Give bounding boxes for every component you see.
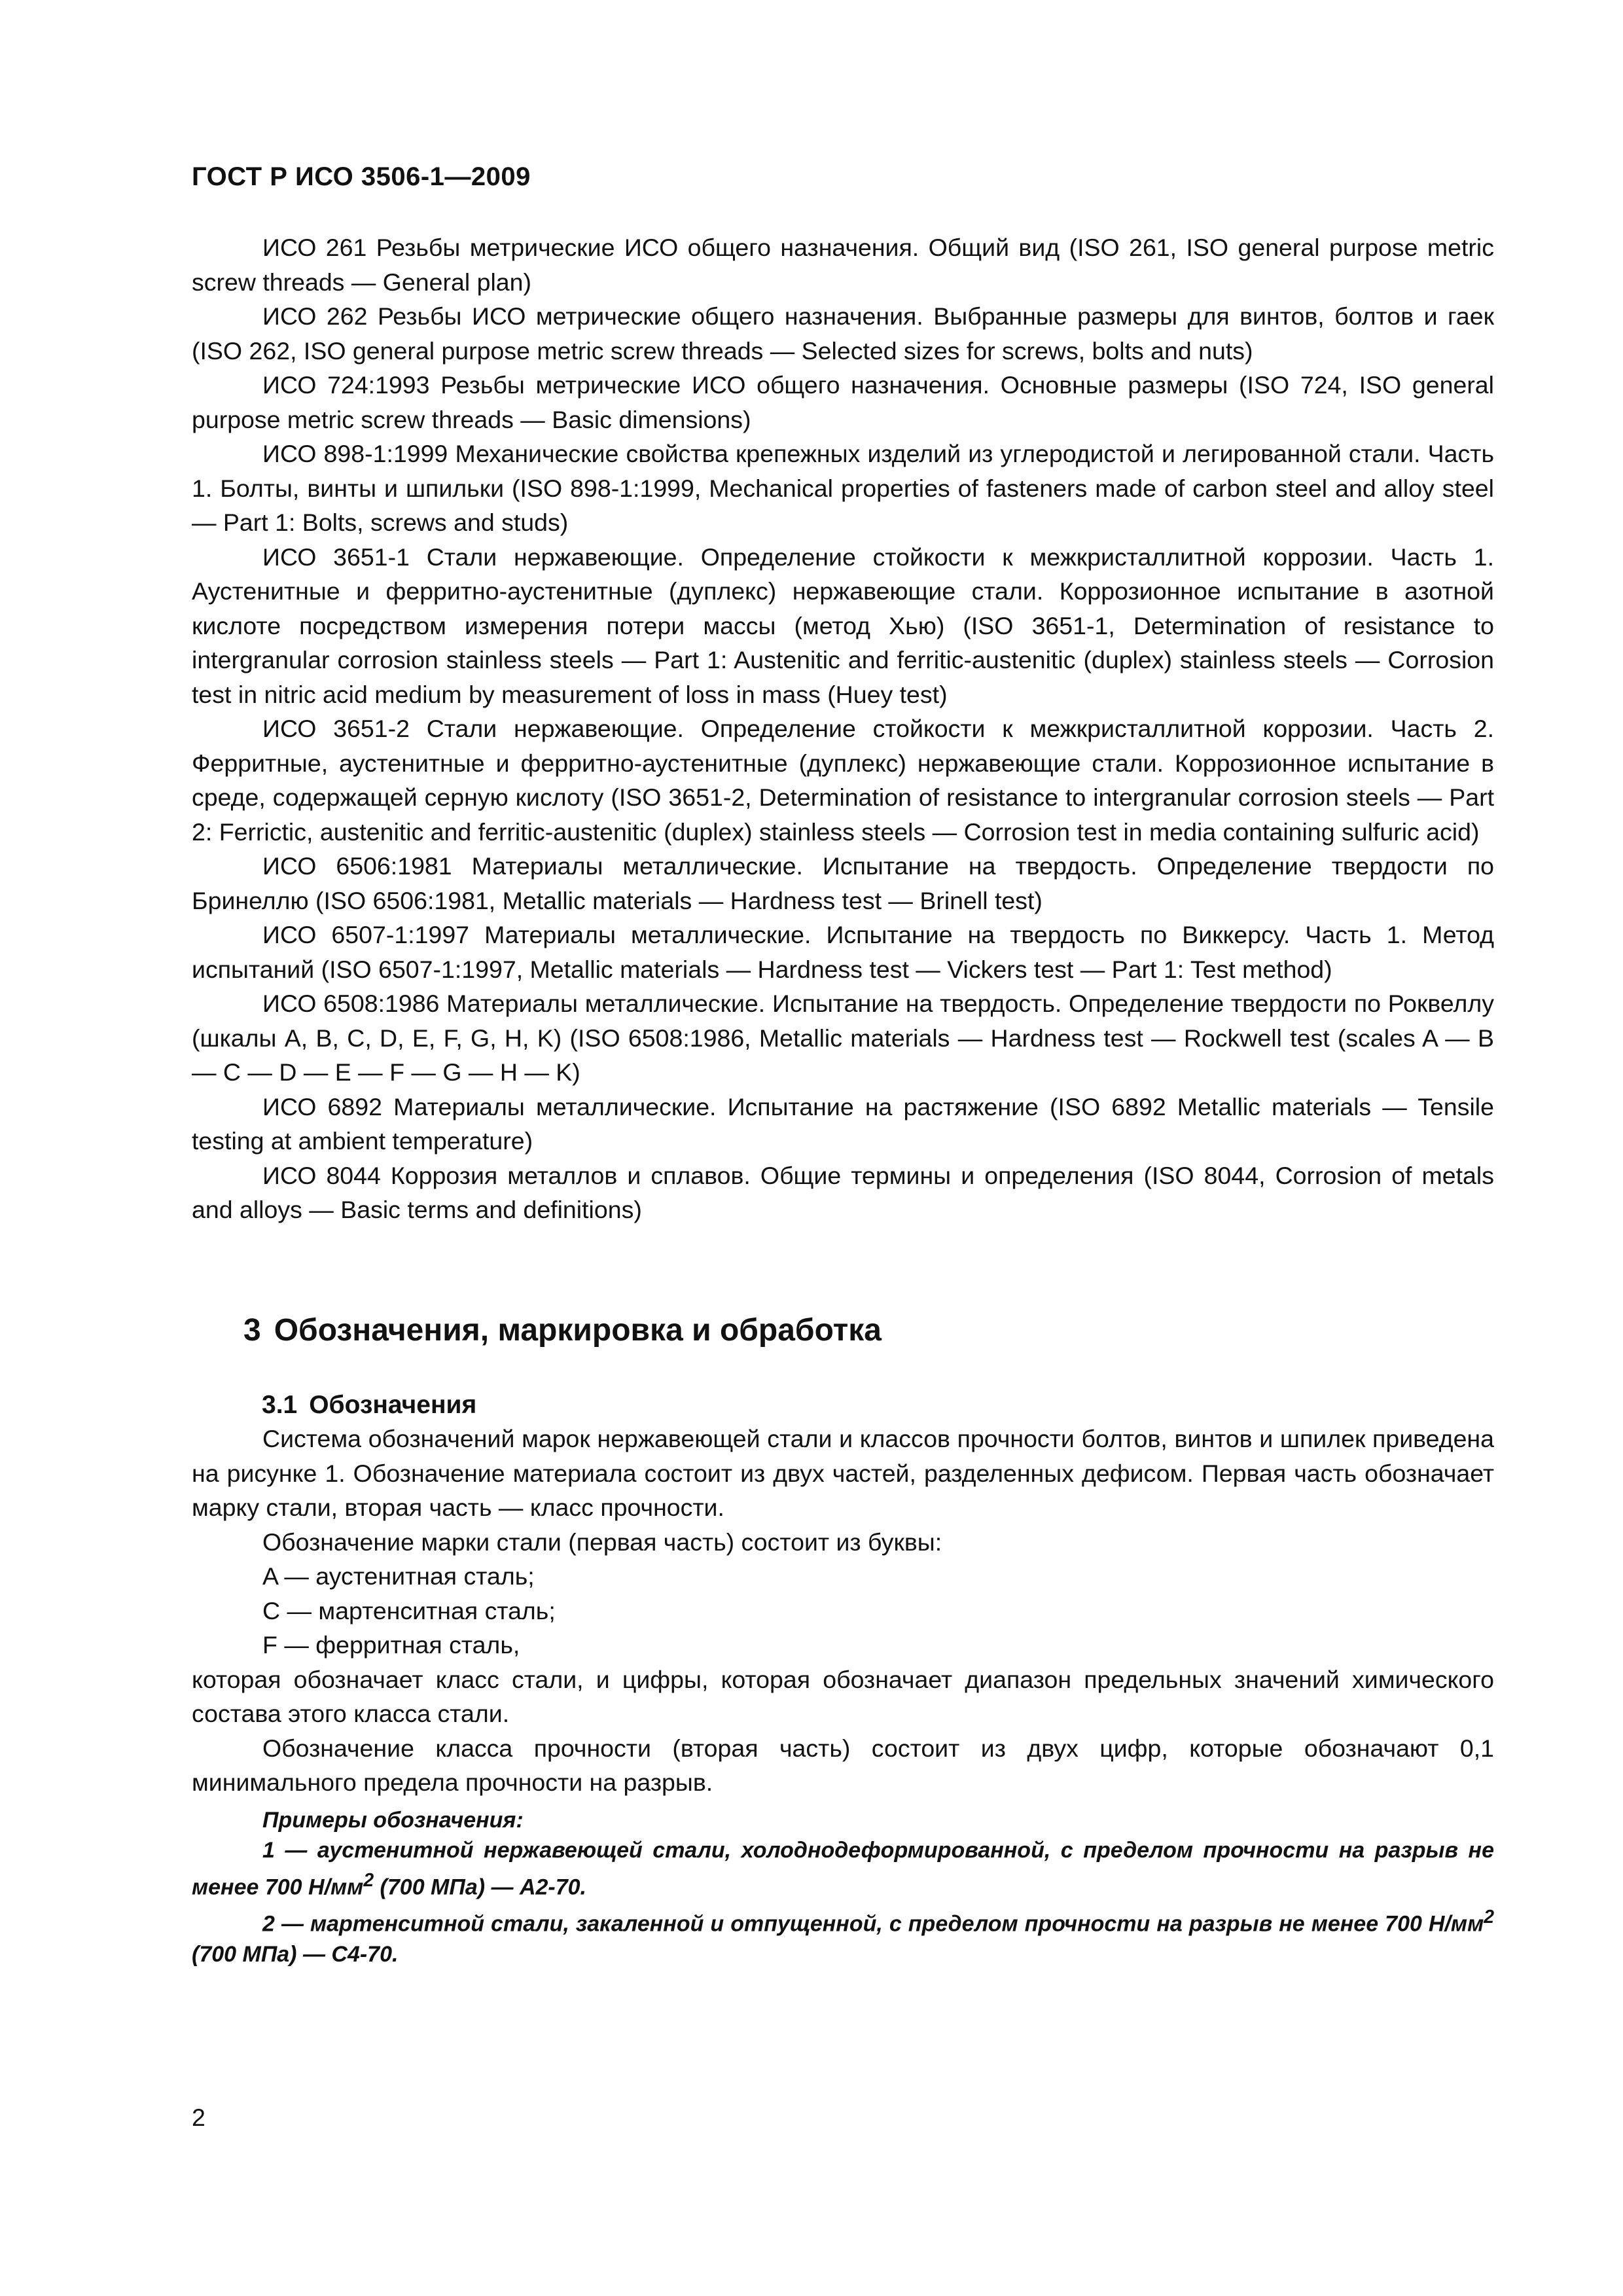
example-1-text: 1 — аустенитной нержавеющей стали, холоднодеформированной, с пределом прочности на разрыв не менее 700 Н/мм xyxy=(192,1838,1494,1900)
letter-item-f: F — ферритная сталь, xyxy=(262,1631,520,1659)
letter-item-a: A — аустенитная сталь; xyxy=(262,1562,535,1590)
normative-references xyxy=(192,230,1494,1227)
reference-item: ИСО 261 Резьбы метрические ИСО общего назначения. Общий вид (ISO 261, ISO general purpose metric screw threads — General plan) xyxy=(192,234,1494,296)
example-2-text: 2 — мартенситной стали, закаленной и отпущенной, с пределом прочности на разрыв не менее 700 Н/мм xyxy=(262,1911,1484,1937)
document-header: ГОСТ Р ИСО 3506-1—2009 xyxy=(192,162,531,191)
reference-item: ИСО 8044 Коррозия металлов и сплавов. Общие термины и определения (ISO 8044, Corrosion of metals and alloys — Basic terms and definitions) xyxy=(192,1161,1494,1223)
section-title: Обозначения, маркировка и обработка xyxy=(274,1313,882,1348)
paragraph: Обозначение марки стали (первая часть) состоит из буквы: xyxy=(262,1528,942,1556)
paragraph: которая обозначает класс стали, и цифры, которая обозначает диапазон предельных значений химического состава этого класса стали. xyxy=(192,1665,1494,1727)
subsection-3-1-heading xyxy=(262,1391,476,1420)
examples-heading: Примеры обозначения: xyxy=(262,1808,524,1833)
example-1-tail: (700 МПа) — A2-70. xyxy=(374,1874,587,1900)
reference-item: ИСО 3651-2 Стали нержавеющие. Определение стойкости к межкристаллитной коррозии. Часть 2. Ферритные, аустенитные и ферритно-аустенитные (дуплекс) нержавеющие стали. Коррозионное испытание в среде, содержащей серную кислоту (ISO 3651-2, Determination of resistance to intergranular corrosion steels — Part 2: Ferrictic, austenitic and ferritic-austenitic (duplex) stainless steels — Corrosion test in media containing sulfuric acid) xyxy=(192,715,1494,846)
reference-item: ИСО 3651-1 Стали нержавеющие. Определение стойкости к межкристаллитной коррозии. Часть 1. Аустенитные и ферритно-аустенитные (дуплекс) нержавеющие стали. Коррозионное испытание в азотной кислоте посредством измерения потери массы (метод Хью) (ISO 3651-1, Determination of resistance to intergranular corrosion stainless steels — Part 1: Austenitic and ferritic-austenitic (duplex) stainless steels — Corrosion test in nitric acid medium by measurement of loss in mass (Huey test) xyxy=(192,543,1494,708)
designation-examples xyxy=(192,1805,1494,1969)
superscript: 2 xyxy=(1484,1907,1494,1928)
designation-text xyxy=(192,1422,1494,1800)
reference-item: ИСО 6508:1986 Материалы металлические. Испытание на твердость. Определение твердости по Роквеллу (шкалы A, B, C, D, E, F, G, H, K) (ISO 6508:1986, Metallic materials — Hardness test — Rockwell test (scales A — B — C — D — E — F — G — H — K) xyxy=(192,990,1494,1086)
reference-item: ИСО 6892 Материалы металлические. Испытание на растяжение (ISO 6892 Metallic materials — Tensile testing at ambient temperature) xyxy=(192,1092,1494,1155)
example-2-tail: (700 МПа) — C4-70. xyxy=(192,1941,399,1967)
page-number: 2 xyxy=(192,2104,205,2131)
reference-item: ИСО 262 Резьбы ИСО метрические общего назначения. Выбранные размеры для винтов, болтов и гаек (ISO 262, ISO general purpose metric screw threads — Selected sizes for screws, bolts and nuts) xyxy=(192,302,1494,365)
section-3-heading xyxy=(243,1312,882,1348)
letter-item-c: C — мартенситная сталь; xyxy=(262,1596,556,1624)
example-1 xyxy=(192,1835,1494,1902)
paragraph: Обозначение класса прочности (вторая часть) состоит из двух цифр, которые обозначают 0,1 минимального предела прочности на разрыв. xyxy=(192,1734,1494,1796)
subsection-title: Обозначения xyxy=(309,1391,477,1419)
example-2 xyxy=(192,1902,1494,1969)
reference-item: ИСО 6506:1981 Материалы металлические. Испытание на твердость. Определение твердости по Бринеллю (ISO 6506:1981, Metallic materials — Hardness test — Brinell test) xyxy=(192,852,1494,914)
section-number: 3 xyxy=(243,1313,261,1348)
reference-item: ИСО 6507-1:1997 Материалы металлические. Испытание на твердость по Виккерсу. Часть 1. Метод испытаний (ISO 6507-1:1997, Metallic materials — Hardness test — Vickers test — Part 1: Test method) xyxy=(192,921,1494,983)
superscript: 2 xyxy=(363,1870,374,1891)
paragraph: Система обозначений марок нержавеющей стали и классов прочности болтов, винтов и шпилек приведена на рисунке 1. Обозначение материала состоит из двух частей, разделенных дефисом. Первая часть обозначает марку стали, вторая часть — класс прочности. xyxy=(192,1425,1494,1521)
reference-item: ИСО 898-1:1999 Механические свойства крепежных изделий из углеродистой и легированной стали. Часть 1. Болты, винты и шпильки (ISO 898-1:1999, Mechanical properties of fasteners made of carbon steel and alloy steel — Part 1: Bolts, screws and studs) xyxy=(192,440,1494,536)
reference-item: ИСО 724:1993 Резьбы метрические ИСО общего назначения. Основные размеры (ISO 724, ISO general purpose metric screw threads — Basic dimensions) xyxy=(192,371,1494,433)
subsection-number: 3.1 xyxy=(262,1391,298,1419)
